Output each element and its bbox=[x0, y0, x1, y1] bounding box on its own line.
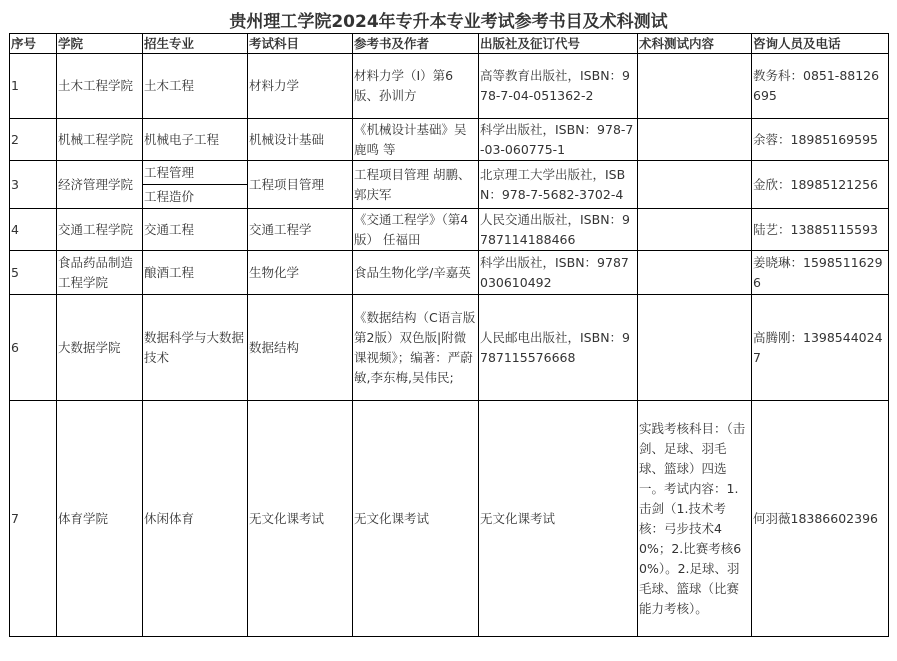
test-content-cell bbox=[638, 161, 752, 209]
test-content-cell bbox=[638, 251, 752, 295]
publisher-cell: 高等教育出版社，ISBN：978-7-04-051362-2 bbox=[479, 54, 638, 119]
publisher-cell: 人民邮电出版社，ISBN：9787115576668 bbox=[479, 295, 638, 401]
contact-cell: 高腾刚：13985440247 bbox=[752, 295, 889, 401]
table-row bbox=[10, 119, 889, 161]
table-row bbox=[10, 209, 889, 251]
reference-table bbox=[9, 33, 889, 637]
subject-cell: 交通工程学 bbox=[248, 209, 353, 251]
major-cell: 交通工程 bbox=[143, 209, 248, 251]
test-content-cell bbox=[638, 295, 752, 401]
publisher-cell: 科学出版社，ISBN：9787030610492 bbox=[479, 251, 638, 295]
college-cell: 大数据学院 bbox=[57, 295, 143, 401]
publisher-cell: 科学出版社，ISBN：978-7-03-060775-1 bbox=[479, 119, 638, 161]
major-cell: 数据科学与大数据技术 bbox=[143, 295, 248, 401]
row-number: 3 bbox=[10, 161, 57, 209]
table-row bbox=[10, 161, 889, 185]
subject-cell: 机械设计基础 bbox=[248, 119, 353, 161]
header-cell: 序号 bbox=[10, 34, 57, 54]
major-cell: 机械电子工程 bbox=[143, 119, 248, 161]
college-cell: 体育学院 bbox=[57, 401, 143, 637]
major-cell: 休闲体育 bbox=[143, 401, 248, 637]
college-cell: 土木工程学院 bbox=[57, 54, 143, 119]
header-cell: 咨询人员及电话 bbox=[752, 34, 889, 54]
publisher-cell: 无文化课考试 bbox=[479, 401, 638, 637]
book-cell: 《机械设计基础》吴鹿鸣 等 bbox=[353, 119, 479, 161]
publisher-cell: 北京理工大学出版社，ISBN：978-7-5682-3702-4 bbox=[479, 161, 638, 209]
contact-cell: 何羽薇18386602396 bbox=[752, 401, 889, 637]
row-number: 5 bbox=[10, 251, 57, 295]
college-cell: 交通工程学院 bbox=[57, 209, 143, 251]
header-cell: 考试科目 bbox=[248, 34, 353, 54]
subject-cell: 生物化学 bbox=[248, 251, 353, 295]
table-row bbox=[10, 401, 889, 637]
header-cell: 参考书及作者 bbox=[353, 34, 479, 54]
subject-cell: 数据结构 bbox=[248, 295, 353, 401]
header-cell: 出版社及征订代号 bbox=[479, 34, 638, 54]
college-cell: 食品药品制造工程学院 bbox=[57, 251, 143, 295]
row-number: 6 bbox=[10, 295, 57, 401]
contact-cell: 陆艺：13885115593 bbox=[752, 209, 889, 251]
contact-cell: 金欣：18985121256 bbox=[752, 161, 889, 209]
major-cell: 土木工程 bbox=[143, 54, 248, 119]
contact-cell: 姜晓琳：15985116296 bbox=[752, 251, 889, 295]
row-number: 4 bbox=[10, 209, 57, 251]
table-header-row bbox=[10, 34, 889, 54]
test-content-cell: 实践考核科目：（击剑、足球、羽毛球、篮球）四选一。考试内容：1.击剑（1.技术考核：弓步技术40%；2.比赛考核60%）。2.足球、羽毛球、篮球（比赛能力考核）。 bbox=[638, 401, 752, 637]
table-row bbox=[10, 251, 889, 295]
contact-cell: 教务科：0851-88126695 bbox=[752, 54, 889, 119]
row-number: 7 bbox=[10, 401, 57, 637]
book-cell: 《交通工程学》（第4版） 任福田 bbox=[353, 209, 479, 251]
subject-cell: 工程项目管理 bbox=[248, 161, 353, 209]
test-content-cell bbox=[638, 54, 752, 119]
book-cell: 《数据结构（C语言版 第2版）双色版|附微课视频》；编著：严蔚敏,李东梅,吴伟民; bbox=[353, 295, 479, 401]
row-number: 2 bbox=[10, 119, 57, 161]
table-row bbox=[10, 295, 889, 401]
book-cell: 材料力学（Ⅰ）第6版、孙训方 bbox=[353, 54, 479, 119]
book-cell: 无文化课考试 bbox=[353, 401, 479, 637]
book-cell: 工程项目管理 胡鹏、郭庆军 bbox=[353, 161, 479, 209]
subject-cell: 材料力学 bbox=[248, 54, 353, 119]
contact-cell: 余蓉：18985169595 bbox=[752, 119, 889, 161]
table-row bbox=[10, 54, 889, 119]
college-cell: 机械工程学院 bbox=[57, 119, 143, 161]
subject-cell: 无文化课考试 bbox=[248, 401, 353, 637]
row-number: 1 bbox=[10, 54, 57, 119]
college-cell: 经济管理学院 bbox=[57, 161, 143, 209]
header-cell: 学院 bbox=[57, 34, 143, 54]
publisher-cell: 人民交通出版社，ISBN：9787114188466 bbox=[479, 209, 638, 251]
book-cell: 食品生物化学/辛嘉英 bbox=[353, 251, 479, 295]
major-cell: 工程管理 bbox=[143, 161, 248, 185]
test-content-cell bbox=[638, 119, 752, 161]
major-cell: 工程造价 bbox=[143, 185, 248, 209]
header-cell: 招生专业 bbox=[143, 34, 248, 54]
test-content-cell bbox=[638, 209, 752, 251]
major-cell: 酿酒工程 bbox=[143, 251, 248, 295]
header-cell: 术科测试内容 bbox=[638, 34, 752, 54]
page-title: 贵州理工学院2024年专升本专业考试参考书目及术科测试 bbox=[229, 12, 668, 32]
